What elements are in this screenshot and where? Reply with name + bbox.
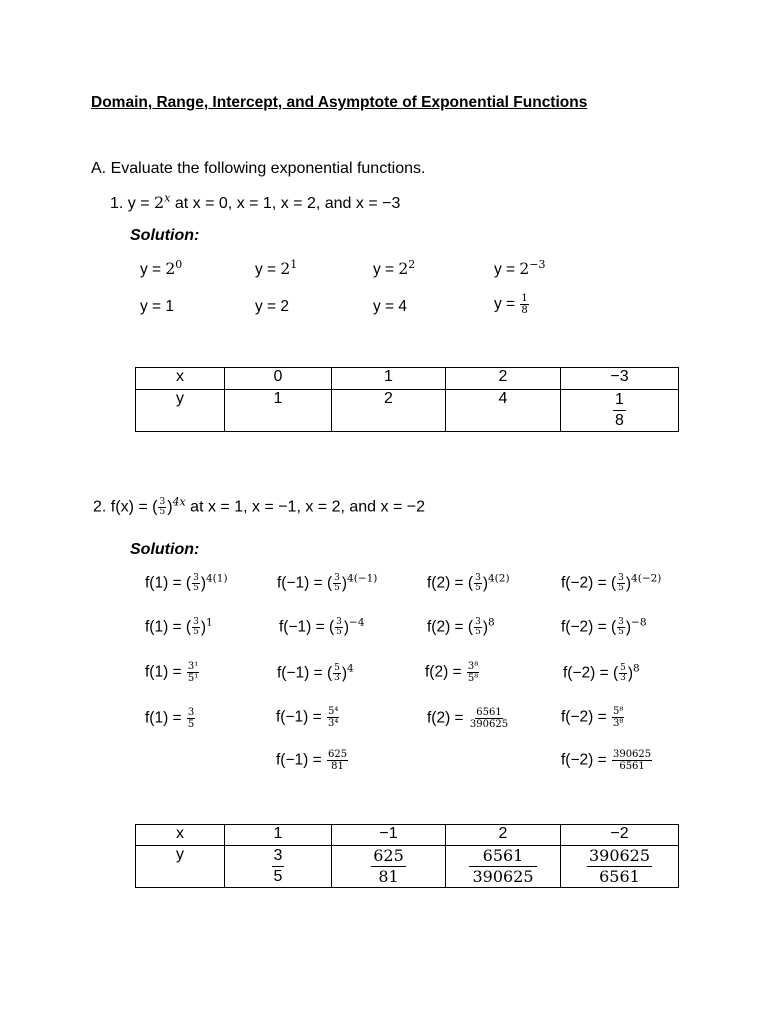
p1-step2-eq-4: y = $\frac{1}{8}$ <box>494 293 528 316</box>
table-cell: y <box>136 390 225 432</box>
table-cell: 4 <box>446 390 561 432</box>
p2-row3-eq-3: f(2) = $\frac{\text{3⁸}}{\text{5⁸}}$ <box>425 661 479 684</box>
page-title: Domain, Range, Intercept, and Asymptote of Exponential Functions <box>91 94 588 111</box>
table-row <box>136 825 679 846</box>
p1-step2-eq-3: y = 4 <box>373 298 408 315</box>
problem-2-solution-label: Solution: <box>130 541 200 558</box>
p1-step1-eq-4: $y = 2^{-3}$ <box>494 257 546 278</box>
table-cell: 2 <box>332 390 446 432</box>
table-cell: −2 <box>561 825 679 846</box>
table-cell: 2 <box>446 825 561 846</box>
p1-step1-eq-1: $y = 2^0$ <box>140 257 183 278</box>
table-cell: 1 <box>225 825 332 846</box>
p2-row3-eq-1: f(1) = $\frac{\text{3¹}}{\text{5¹}}$ <box>145 661 199 684</box>
problem-1-suffix: at x = 0, x = 1, x = 2, and x = −3 <box>170 195 401 212</box>
table-cell: $\frac{6561}{390625}$ <box>446 846 561 888</box>
p1-step2-eq-2: y = 2 <box>255 298 290 315</box>
table-cell: 0 <box>225 368 332 390</box>
table-cell: $\frac{390625}{6561}$ <box>561 846 679 888</box>
problem-1-base: 2 <box>154 193 165 212</box>
p2-row2-eq-2: f(−1) = ( $\frac{3}{5}$ )$^{-4}$ <box>279 616 365 637</box>
table-cell: $\frac{1}{8}$ <box>561 390 679 432</box>
p2-row3-eq-2: f(−1) = ( $\frac{5}{3}$ )$^4$ <box>277 662 354 683</box>
table-cell: −1 <box>332 825 446 846</box>
p2-row1-eq-4: f(−2) = ( $\frac{3}{5}$ )$^{4(-2)}$ <box>561 572 662 593</box>
table-cell: 1 <box>332 368 446 390</box>
table-row <box>136 846 679 888</box>
table-row <box>136 368 679 390</box>
p2-row4-eq-3: f(2) = $\frac{6561}{390625}$ <box>427 707 509 730</box>
p2-row4-eq-2: f(−1) = $\frac{\text{5⁴}}{\text{3⁴}}$ <box>276 706 339 729</box>
problem-1-table <box>135 367 679 432</box>
p2-row5-eq-2: f(−2) = $\frac{390625}{6561}$ <box>561 749 652 772</box>
problem-1-solution-label: Solution: <box>130 227 200 244</box>
p2-row2-eq-3: f(2) = ( $\frac{3}{5}$ )$^8$ <box>427 616 495 637</box>
problem-1-statement <box>110 193 400 213</box>
table-cell: $\frac{625}{81}$ <box>332 846 446 888</box>
problem-1-exponent: x <box>164 191 171 205</box>
p2-row1-eq-1: f(1) = ( $\frac{3}{5}$ )$^{4(1)}$ <box>145 572 228 593</box>
problem-2-statement: 2. f(x) = ( $\frac{3}{5}$ )$^{4x}$ at x = 1, x = −1, x = 2, and x = −2 <box>93 495 425 517</box>
section-a-heading: A. Evaluate the following exponential functions. <box>91 160 426 177</box>
p1-step1-eq-2: $y = 2^1$ <box>255 257 298 278</box>
p1-step2-eq-1: y = 1 <box>140 298 175 315</box>
problem-1-prefix: 1. y = <box>110 195 155 212</box>
p2-row4-eq-1: f(1) = $\frac{3}{5}$ <box>145 707 195 730</box>
table-cell: $\frac{3}{5}$ <box>225 846 332 888</box>
table-cell: x <box>136 825 225 846</box>
p2-row1-eq-2: f(−1) = ( $\frac{3}{5}$ )$^{4(-1)}$ <box>277 572 378 593</box>
p2-row2-eq-4: f(−2) = ( $\frac{3}{5}$ )$^{-8}$ <box>561 616 647 637</box>
problem-2-table <box>135 824 679 888</box>
p2-row2-eq-1: f(1) = ( $\frac{3}{5}$ )$^1$ <box>145 616 213 637</box>
table-cell: 2 <box>446 368 561 390</box>
p2-row5-eq-1: f(−1) = $\frac{625}{81}$ <box>276 749 348 772</box>
p2-row1-eq-3: f(2) = ( $\frac{3}{5}$ )$^{4(2)}$ <box>427 572 510 593</box>
p2-row3-eq-4: f(−2) = ( $\frac{5}{3}$ )$^8$ <box>563 662 640 683</box>
table-cell: 1 <box>225 390 332 432</box>
table-cell: −3 <box>561 368 679 390</box>
table-cell: y <box>136 846 225 888</box>
p1-step1-eq-3: $y = 2^2$ <box>373 257 416 278</box>
table-row <box>136 390 679 432</box>
table-cell: x <box>136 368 225 390</box>
p2-row4-eq-4: f(−2) = $\frac{\text{5⁸}}{\text{3⁸}}$ <box>561 706 624 729</box>
